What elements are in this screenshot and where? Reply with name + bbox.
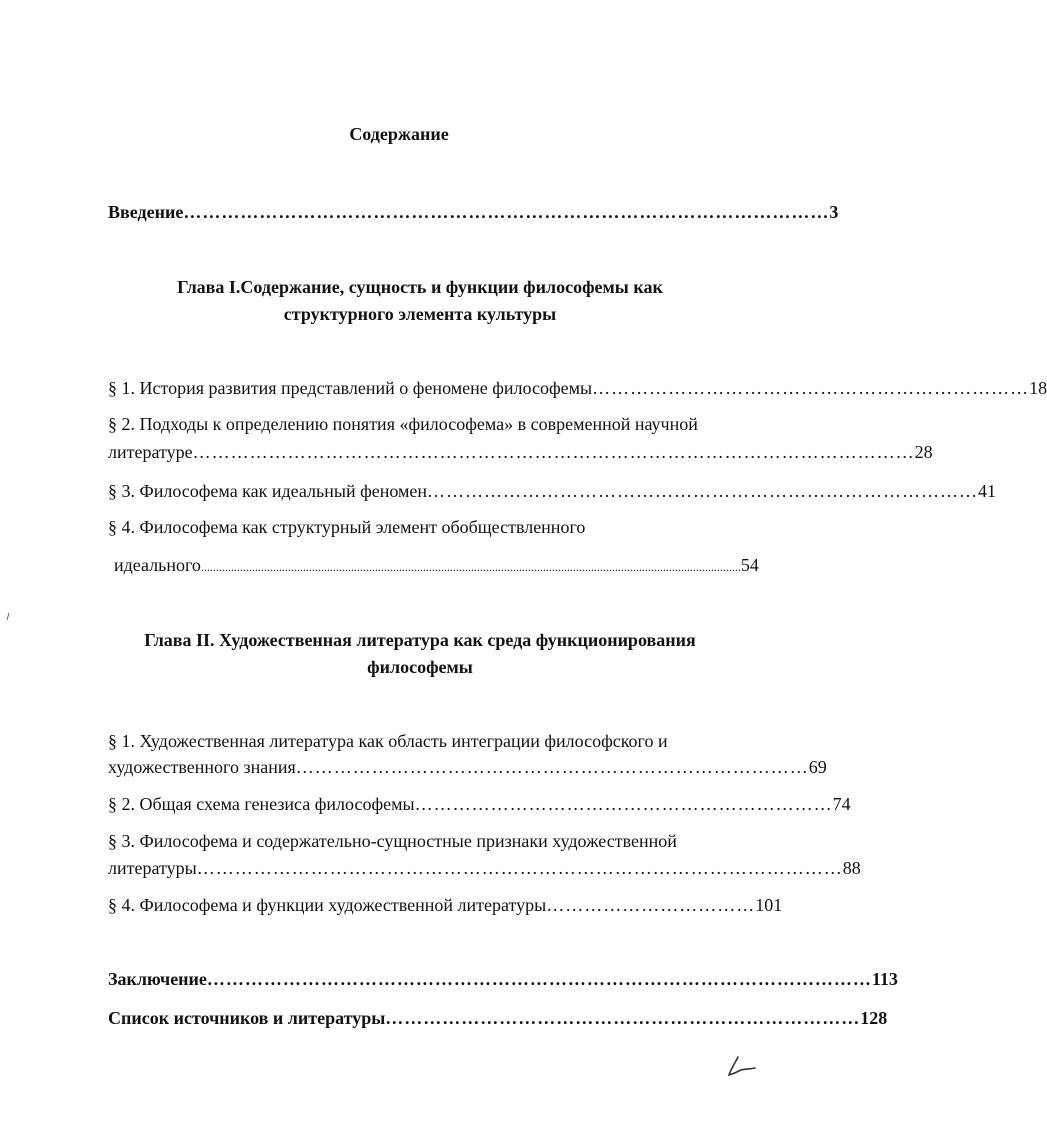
toc-entry-page: 88 xyxy=(842,858,861,878)
toc-entry-page: 74 xyxy=(832,794,851,814)
toc-entry-page: 54 xyxy=(740,555,759,575)
toc-entry-conclusion xyxy=(108,967,898,991)
chapter-2-heading-line-1: Глава II. Художественная литература как среда функционирования xyxy=(144,630,696,650)
page-title: Содержание xyxy=(349,124,449,144)
dot-leader: ……………………………………………………………………… xyxy=(295,757,809,777)
dot-leader: …………………………… xyxy=(546,895,756,915)
toc-entry-intro xyxy=(108,200,839,224)
toc-entry-label: § 3. Философема как идеальный феномен xyxy=(108,481,428,501)
toc-entry-references xyxy=(108,1006,888,1030)
toc-entry-label: идеального xyxy=(114,555,201,575)
dot-leader: ………………………………………………………………………………………… xyxy=(183,202,830,222)
toc-entry-label: Введение xyxy=(108,202,184,222)
toc-entry-page: 128 xyxy=(860,1008,888,1028)
toc-entry-page: 69 xyxy=(808,757,827,777)
toc-entry-page: 101 xyxy=(755,895,783,915)
toc-entry-label: § 4. Философема и функции художественной литературы xyxy=(108,895,547,915)
handwritten-page-mark xyxy=(724,1054,758,1080)
toc-entry-ch1-s1 xyxy=(108,376,1047,400)
toc-entry-page: 3 xyxy=(829,202,839,222)
dot-leader: …………………………………………………………………………………………… xyxy=(206,969,872,989)
toc-entry-label: литературе xyxy=(108,442,193,462)
toc-entry-ch2-s3-line-1: § 3. Философема и содержательно-сущностные признаки художественной xyxy=(108,831,677,851)
toc-entry-ch1-s4 xyxy=(114,553,759,579)
toc-entry-ch2-s3 xyxy=(108,856,861,880)
chapter-1-heading-line-1: Глава I.Содержание, сущность и функции философемы как xyxy=(177,277,663,297)
dot-leader: …………………………………………………………………………………………………… xyxy=(192,442,915,462)
toc-entry-ch2-s2 xyxy=(108,792,851,816)
dot-leader: .................................................................................................................................................................................... xyxy=(200,560,741,574)
toc-entry-ch2-s1 xyxy=(108,755,827,779)
toc-entry-label: Список источников и литературы xyxy=(108,1008,386,1028)
dot-leader: ………………………………………………………………………………………… xyxy=(196,858,843,878)
dot-leader: ………………………………………………………………… xyxy=(385,1008,861,1028)
toc-entry-ch1-s2-line-1: § 2. Подходы к определению понятия «философема» в современной научной xyxy=(108,414,698,434)
toc-entry-ch2-s1-line-1: § 1. Художественная литература как область интеграции философского и xyxy=(108,731,668,751)
toc-entry-label: § 2. Общая схема генезиса философемы xyxy=(108,794,415,814)
toc-entry-page: 113 xyxy=(871,969,898,989)
chapter-1-heading-line-2: структурного элемента культуры xyxy=(283,304,557,324)
toc-entry-ch1-s2 xyxy=(108,440,933,464)
stray-mark xyxy=(5,612,11,622)
toc-entry-ch1-s3 xyxy=(108,479,997,503)
dot-leader: …………………………………………………………… xyxy=(592,378,1030,398)
chapter-2-heading-line-2: философемы xyxy=(367,657,473,677)
dot-leader: ………………………………………………………… xyxy=(414,794,833,814)
dot-leader: …………………………………………………………………………… xyxy=(427,481,979,501)
chapter-2-heading xyxy=(110,627,730,681)
toc-entry-page: 28 xyxy=(914,442,933,462)
toc-entry-ch1-s4-line-1: § 4. Философема как структурный элемент обобществленного xyxy=(108,517,586,537)
chapter-1-heading xyxy=(100,274,740,328)
toc-entry-label: литературы xyxy=(108,858,197,878)
toc-entry-page: 41 xyxy=(978,481,997,501)
toc-entry-label: Заключение xyxy=(108,969,207,989)
toc-entry-page: 18 xyxy=(1029,378,1047,398)
toc-entry-ch2-s4 xyxy=(108,893,783,917)
toc-entry-label: § 1. История развития представлений о феномене философемы xyxy=(108,378,593,398)
toc-entry-label: художественного знания xyxy=(108,757,296,777)
